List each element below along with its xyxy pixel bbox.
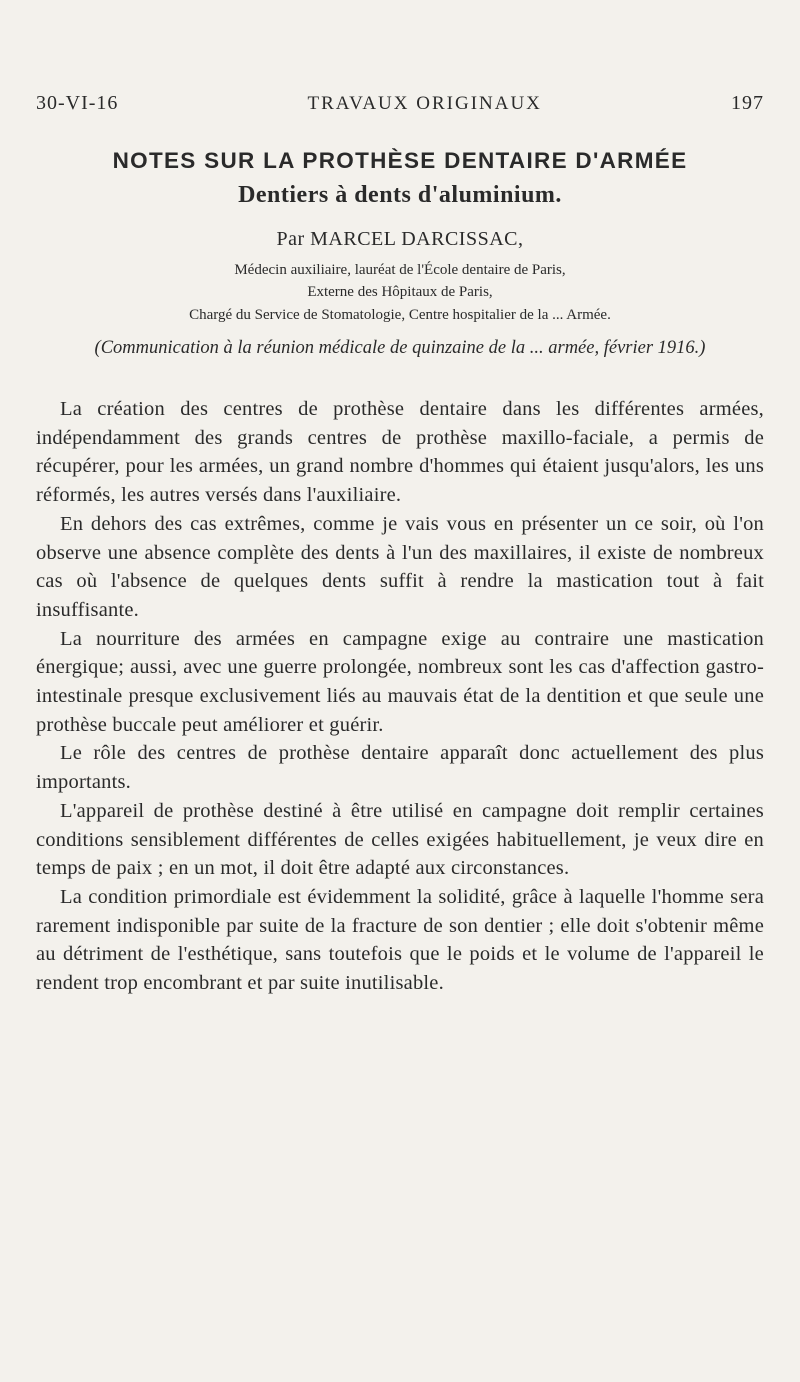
body-paragraph: L'appareil de prothèse destiné à être utilisé en campagne doit remplir certaines conditions sensiblement différentes de celles exigées habituellement, je veux dire en temps de paix ; en un mot, il doit être adapté aux circonstances.	[36, 799, 764, 880]
body-paragraph: En dehors des cas extrêmes, comme je vais vous en présenter un ce soir, où l'on observe une absence complète des dents à l'un des maxillaires, il existe de nombreux cas où l'absence de quelques dents suffit à rendre la mastication tout à fait insuffisante.	[36, 512, 764, 621]
running-head	[36, 92, 764, 115]
author-affiliation: Chargé du Service de Stomatologie, Centre hospitalier de la ... Armée.	[189, 307, 611, 323]
body-paragraph: Le rôle des centres de prothèse dentaire apparaît donc actuellement des plus importants.	[36, 742, 764, 794]
body-paragraph: La condition primordiale est évidemment la solidité, grâce à laquelle l'homme sera rarement indisponible par suite de la fracture de son dentier ; elle doit s'obtenir même au détriment de l'esthétique, sans toutefois que le poids et le volume de l'appareil le rendent trop encombrant et par suite inutilisable.	[36, 885, 764, 995]
article-title: NOTES SUR LA PROTHÈSE DENTAIRE D'ARMÉE	[112, 148, 688, 173]
issue-date: 30-VI-16	[36, 92, 119, 114]
communication-note: (Communication à la réunion médicale de quinzaine de la ... armée, février 1916.)	[94, 338, 706, 358]
article-subtitle: Dentiers à dents d'aluminium.	[238, 182, 562, 208]
author-byline: Par MARCEL DARCISSAC,	[276, 228, 524, 250]
author-affiliation: Externe des Hôpitaux de Paris,	[307, 284, 493, 300]
page-number: 197	[730, 92, 764, 114]
body-paragraph: La nourriture des armées en campagne exige au contraire une mastication énergique; aussi, avec une guerre prolongée, nombreux sont les cas d'affection gastro-intestinale presque exclusivement liés au mauvais état de la dentition et que seule une prothèse buccale peut améliorer et guérir.	[36, 627, 764, 736]
author-affiliation: Médecin auxiliaire, lauréat de l'École dentaire de Paris,	[234, 262, 566, 278]
article-body	[36, 395, 764, 998]
section-title: TRAVAUX ORIGINAUX	[307, 93, 542, 114]
body-paragraph: La création des centres de prothèse dentaire dans les différentes armées, indépendamment des grands centres de prothèse maxillo-faciale, a permis de récupérer, pour les armées, un grand nombre d'hommes qui étaient jusqu'alors, les uns réformés, les autres versés dans l'auxiliaire.	[36, 398, 764, 507]
